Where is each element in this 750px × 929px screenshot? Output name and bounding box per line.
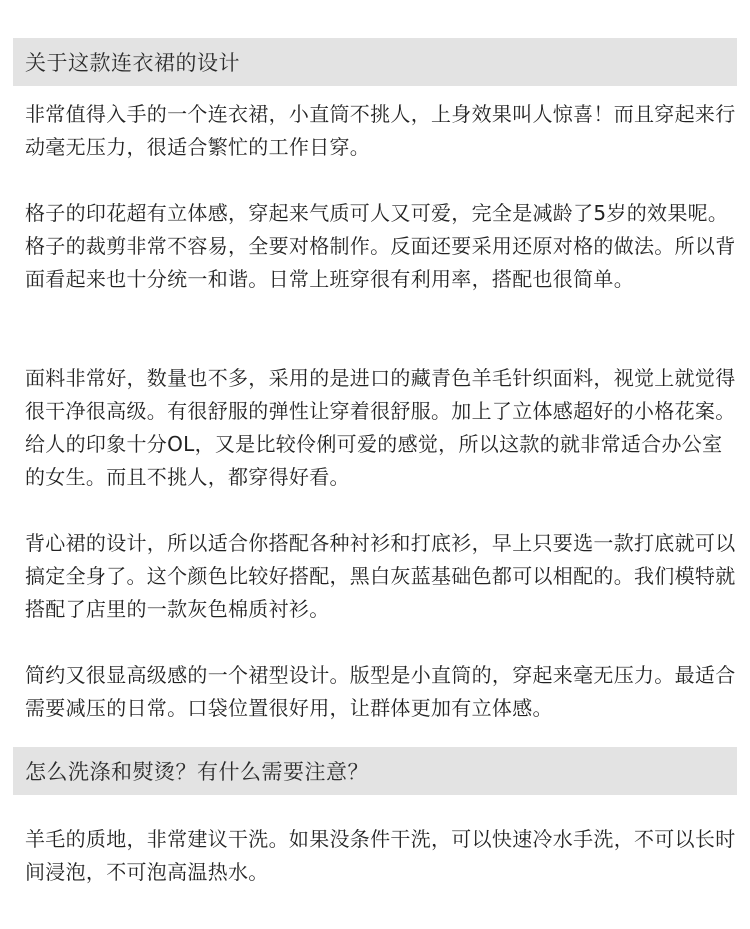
section-title: 关于这款连衣裙的设计 xyxy=(25,51,240,75)
paragraph: 面料非常好，数量也不多，采用的是进口的藏青色羊毛针织面料，视觉上就觉得很干净很高级。有很舒服的弹性让穿着很舒服。加上了立体感超好的小格花案。给人的印象十分OL，又是比较伶俐可爱的感觉，所以这款的就非常适合办公室的女生。而且不挑人，都穿得好看。 xyxy=(25,366,736,489)
paragraph: 简约又很显高级感的一个裙型设计。版型是小直筒的，穿起来毫无压力。最适合需要减压的日常。口袋位置很好用，让群体更加有立体感。 xyxy=(25,663,736,720)
section-header-care xyxy=(13,747,737,795)
section-title: 怎么洗涤和熨烫？有什么需要注意？ xyxy=(25,760,369,784)
paragraph: 格子的印花超有立体感，穿起来气质可人又可爱，完全是减龄了5岁的效果呢。格子的裁剪非常不容易，全要对格制作。反面还要采用还原对格的做法。所以背面看起来也十分统一和谐。日常上班穿很有利用率，搭配也很简单。 xyxy=(25,201,736,291)
paragraph: 非常值得入手的一个连衣裙，小直筒不挑人，上身效果叫人惊喜！而且穿起来行动毫无压力，很适合繁忙的工作日穿。 xyxy=(25,102,736,159)
paragraph: 背心裙的设计，所以适合你搭配各种衬衫和打底衫，早上只要选一款打底就可以搞定全身了。这个颜色比较好搭配，黑白灰蓝基础色都可以相配的。我们模特就搭配了店里的一款灰色棉质衬衫。 xyxy=(25,531,736,621)
section-header-design xyxy=(13,38,737,86)
paragraph: 羊毛的质地，非常建议干洗。如果没条件干洗，可以快速冷水手洗，不可以长时间浸泡，不可泡高温热水。 xyxy=(25,827,736,884)
